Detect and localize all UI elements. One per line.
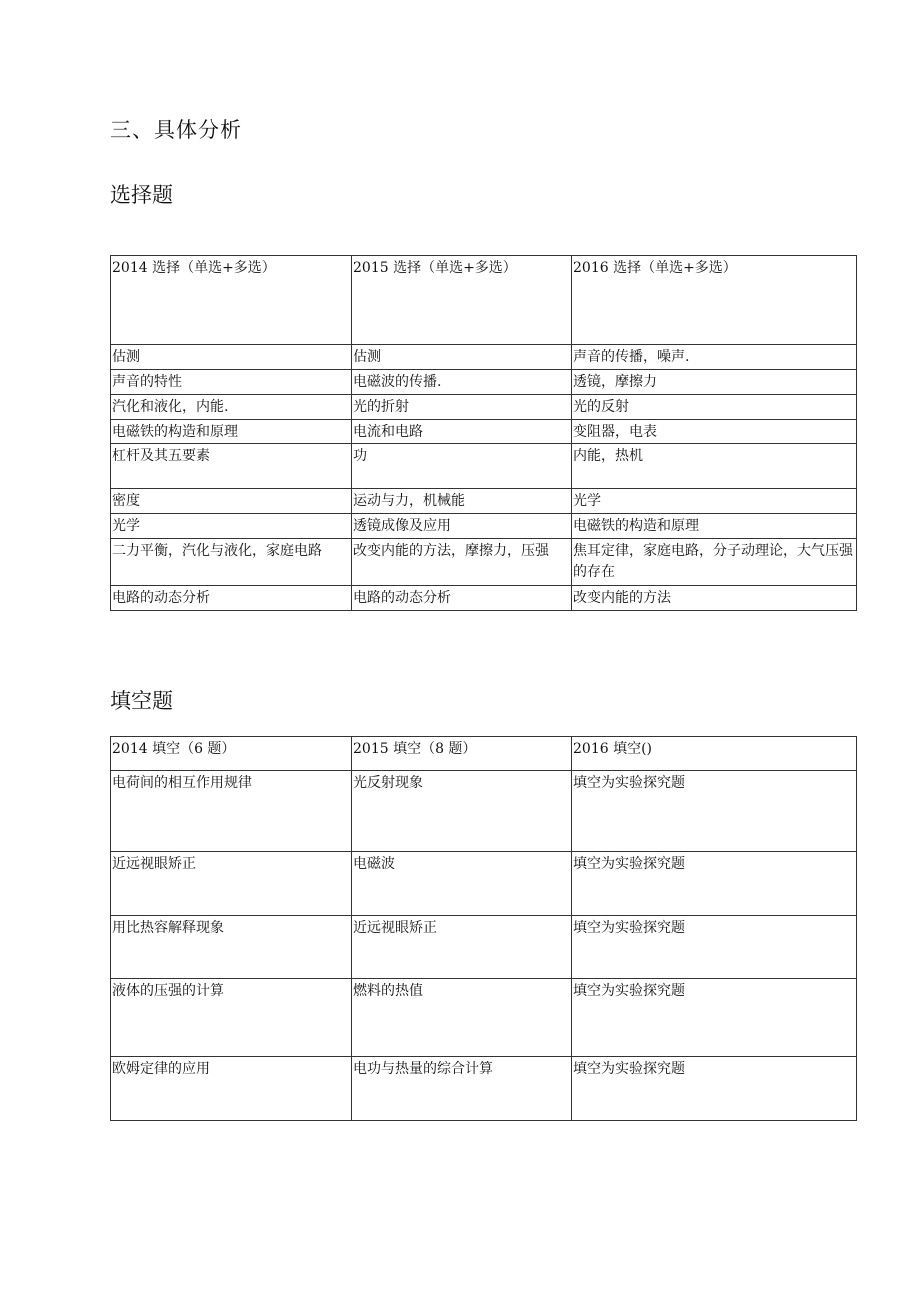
table-cell: 密度 (111, 489, 352, 514)
fill-table (110, 736, 857, 1121)
table-cell: 估测 (352, 345, 572, 370)
table-row (111, 1057, 857, 1121)
fill-section-title: 填空题 (110, 689, 173, 713)
table-cell: 电磁铁的构造和原理 (572, 514, 857, 539)
table-cell: 电路的动态分析 (352, 586, 572, 611)
table-cell: 液体的压强的计算 (111, 979, 352, 1057)
table-row (111, 345, 857, 370)
table-cell: 变阻器，电表 (572, 420, 857, 444)
table-cell: 用比热容解释现象 (111, 916, 352, 979)
table-row (111, 395, 857, 420)
table-row (111, 420, 857, 444)
table-cell: 填空为实验探究题 (572, 771, 857, 852)
table-row (111, 370, 857, 395)
table-cell: 填空为实验探究题 (572, 852, 857, 916)
table-cell: 杠杆及其五要素 (111, 444, 352, 489)
table-row (111, 916, 857, 979)
table-cell: 透镜成像及应用 (352, 514, 572, 539)
table-cell: 运动与力，机械能 (352, 489, 572, 514)
table-cell: 电磁波的传播. (352, 370, 572, 395)
table-row (111, 489, 857, 514)
table-row (111, 514, 857, 539)
table-cell: 填空为实验探究题 (572, 1057, 857, 1121)
table-cell: 光的折射 (352, 395, 572, 420)
table-cell: 电功与热量的综合计算 (352, 1057, 572, 1121)
table-cell: 电磁铁的构造和原理 (111, 420, 352, 444)
table-cell: 填空为实验探究题 (572, 916, 857, 979)
header-cell: 2014 填空（6 题） (111, 737, 352, 771)
table-cell: 光学 (111, 514, 352, 539)
table-cell: 汽化和液化，内能. (111, 395, 352, 420)
header-cell: 2016 填空() (572, 737, 857, 771)
table-row (111, 586, 857, 611)
table-cell: 电流和电路 (352, 420, 572, 444)
table-cell: 光反射现象 (352, 771, 572, 852)
table-cell: 内能，热机 (572, 444, 857, 489)
table-cell: 焦耳定律，家庭电路，分子动理论，大气压强的存在 (572, 539, 857, 586)
table-header-row (111, 737, 857, 771)
table-cell: 光学 (572, 489, 857, 514)
table-cell: 电荷间的相互作用规律 (111, 771, 352, 852)
table-cell: 改变内能的方法 (572, 586, 857, 611)
table-cell: 电磁波 (352, 852, 572, 916)
table-cell: 改变内能的方法，摩擦力，压强 (352, 539, 572, 586)
table-cell: 功 (352, 444, 572, 489)
page-title: 三、具体分析 (110, 118, 242, 142)
table-cell: 估测 (111, 345, 352, 370)
table-cell: 声音的传播，噪声. (572, 345, 857, 370)
table-cell: 光的反射 (572, 395, 857, 420)
table-cell: 填空为实验探究题 (572, 979, 857, 1057)
table-cell: 电路的动态分析 (111, 586, 352, 611)
table-row (111, 539, 857, 586)
table-cell: 二力平衡，汽化与液化，家庭电路 (111, 539, 352, 586)
table-cell: 透镜，摩擦力 (572, 370, 857, 395)
choice-section-title: 选择题 (110, 183, 173, 207)
table-cell: 声音的特性 (111, 370, 352, 395)
table-cell: 近远视眼矫正 (352, 916, 572, 979)
header-cell: 2016 选择（单选+多选） (572, 256, 857, 345)
choice-table (110, 255, 857, 611)
table-row (111, 979, 857, 1057)
header-cell: 2014 选择（单选+多选） (111, 256, 352, 345)
header-cell: 2015 选择（单选+多选） (352, 256, 572, 345)
table-cell: 燃料的热值 (352, 979, 572, 1057)
table-header-row (111, 256, 857, 345)
header-cell: 2015 填空（8 题） (352, 737, 572, 771)
table-row (111, 444, 857, 489)
table-row (111, 852, 857, 916)
table-row (111, 771, 857, 852)
table-cell: 欧姆定律的应用 (111, 1057, 352, 1121)
table-cell: 近远视眼矫正 (111, 852, 352, 916)
